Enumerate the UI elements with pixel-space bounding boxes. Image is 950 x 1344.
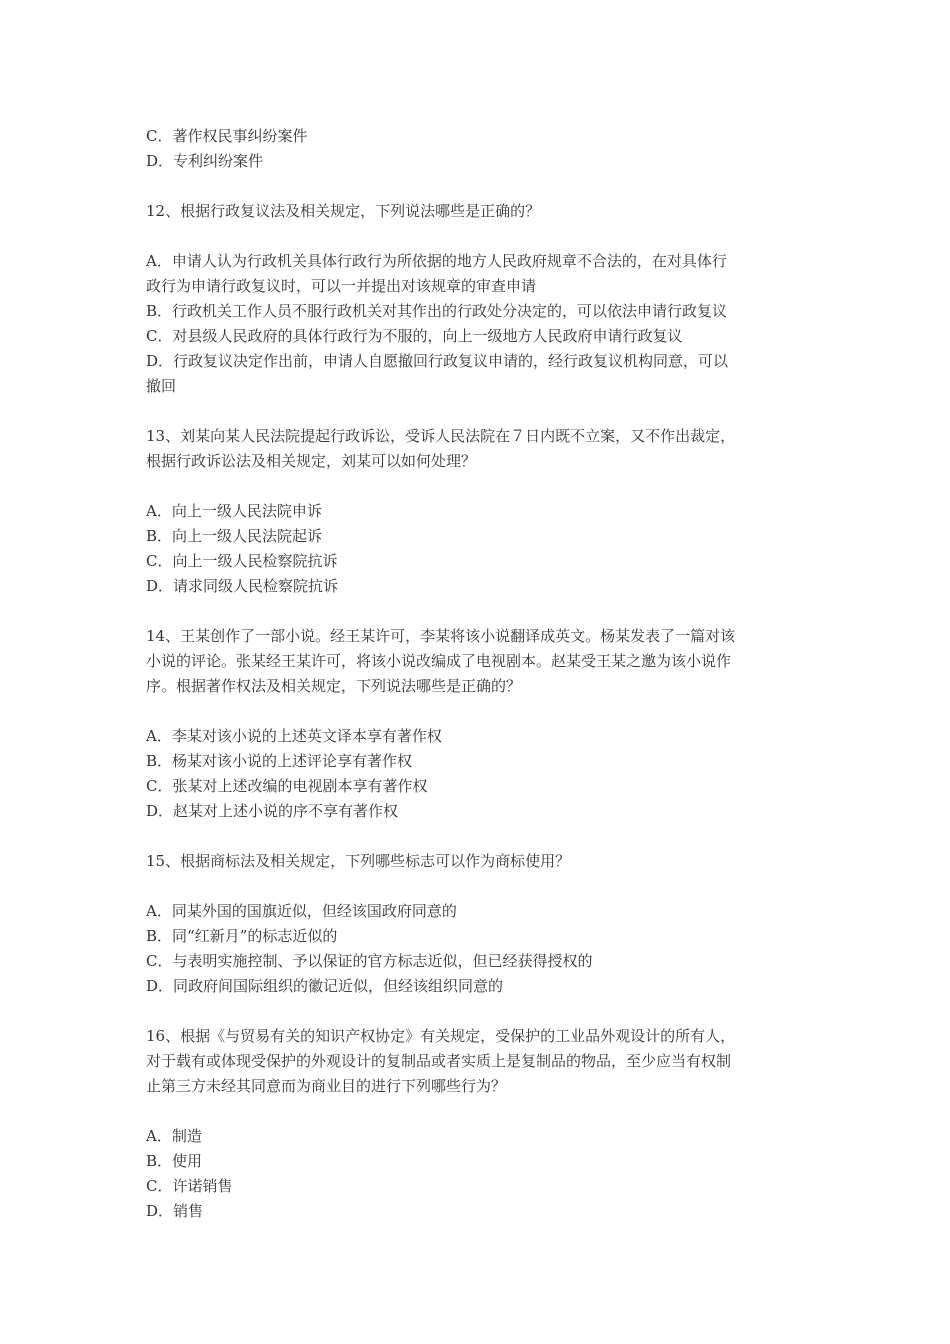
option-line: 撤回: [146, 377, 177, 395]
question-13-text: 13、刘某向某人民法院提起行政诉讼，受诉人民法院在７日内既不立案，又不作出裁定，: [146, 427, 736, 445]
question-12-text: 12、根据行政复议法及相关规定，下列说法哪些是正确的？: [146, 202, 541, 220]
option-line: A．向上一级人民法院申诉: [146, 502, 322, 520]
option-line: D．请求同级人民检察院抗诉: [146, 577, 339, 595]
option-line: C．著作权民事纠纷案件: [146, 127, 308, 145]
option-line: B．使用: [146, 1152, 203, 1170]
option-line: B．行政机关工作人员不服行政机关对其作出的行政处分决定的，可以依法申请行政复议: [146, 302, 728, 320]
option-line: B．向上一级人民法院起诉: [146, 527, 323, 545]
option-line: C．对县级人民政府的具体行政行为不服的，向上一级地方人民政府申请行政复议: [146, 327, 683, 345]
option-line: B．同“红新月”的标志近似的: [146, 927, 338, 945]
option-line: D．销售: [146, 1202, 204, 1220]
option-line: C．许诺销售: [146, 1177, 233, 1195]
question-15-text: 15、根据商标法及相关规定，下列哪些标志可以作为商标使用？: [146, 852, 571, 870]
document-body: [146, 124, 806, 1224]
option-line: A．制造: [146, 1127, 202, 1145]
option-line: C．张某对上述改编的电视剧本享有著作权: [146, 777, 428, 795]
question-16-text: 对于载有或体现受保护的外观设计的复制品或者实质上是复制品的物品，至少应当有权制: [146, 1052, 732, 1070]
option-line: D．赵某对上述小说的序不享有著作权: [146, 802, 399, 820]
option-line: D．专利纠纷案件: [146, 152, 264, 170]
option-line: D．同政府间国际组织的徽记近似，但经该组织同意的: [146, 977, 504, 995]
option-line: A．李某对该小说的上述英文译本享有著作权: [146, 727, 442, 745]
question-14-text: 14、王某创作了一部小说。经王某许可，李某将该小说翻译成英文。杨某发表了一篇对该: [146, 627, 736, 645]
option-line: B．杨某对该小说的上述评论享有著作权: [146, 752, 413, 770]
option-line: C．与表明实施控制、予以保证的官方标志近似，但已经获得授权的: [146, 952, 593, 970]
option-line: C．向上一级人民检察院抗诉: [146, 552, 338, 570]
question-14-text: 小说的评论。张某经王某许可，将该小说改编成了电视剧本。赵某受王某之邀为该小说作: [146, 652, 732, 670]
option-line: A．同某外国的国旗近似，但经该国政府同意的: [146, 902, 457, 920]
option-line: D．行政复议决定作出前，申请人自愿撤回行政复议申请的，经行政复议机构同意，可以: [146, 352, 729, 370]
question-13-text: 根据行政诉讼法及相关规定，刘某可以如何处理？: [146, 452, 477, 470]
option-line: A．申请人认为行政机关具体行政行为所依据的地方人民政府规章不合法的，在对具体行: [146, 252, 727, 270]
question-16-text: 止第三方未经其同意而为商业目的进行下列哪些行为？: [146, 1077, 507, 1095]
option-line: 政行为申请行政复议时，可以一并提出对该规章的审查申请: [146, 277, 537, 295]
question-16-text: 16、根据《与贸易有关的知识产权协定》有关规定，受保护的工业品外观设计的所有人，: [146, 1027, 736, 1045]
question-14-text: 序。根据著作权法及相关规定，下列说法哪些是正确的？: [146, 677, 522, 695]
